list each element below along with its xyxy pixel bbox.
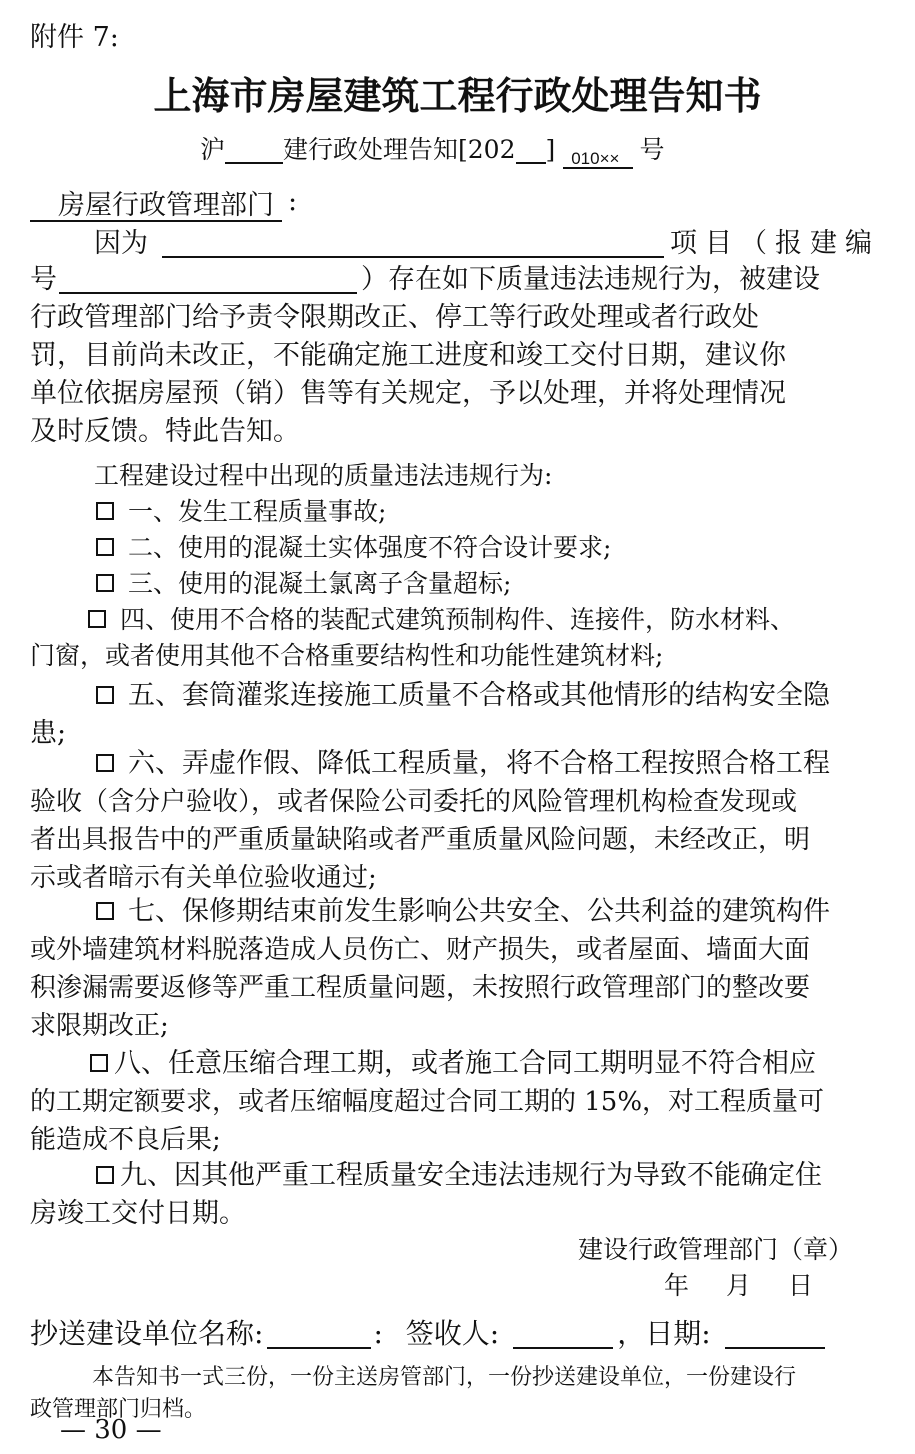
item-4-checkbox[interactable] — [88, 610, 106, 628]
doc-number-serial: 010×× — [563, 141, 633, 169]
violation-item-3 — [96, 566, 511, 602]
body-line-5: 单位依据房屋预（销）售等有关规定，予以处理，并将处理情况 — [30, 378, 786, 409]
addressee-name: 房屋行政管理部门 — [30, 188, 282, 222]
item-6-line-3: 者出具报告中的严重质量缺陷或者严重质量风险问题，未经改正，明 — [30, 825, 811, 855]
item-4-text: 四、使用不合格的装配式建筑预制构件、连接件，防水材料、 — [120, 605, 796, 634]
violation-item-4 — [88, 602, 795, 638]
item-1-checkbox[interactable] — [96, 502, 114, 520]
item-2-text: 二、使用的混凝土实体强度不符合设计要求; — [128, 533, 612, 562]
body-line-2 — [30, 262, 820, 298]
addressee-colon: : — [288, 186, 298, 217]
item-9-checkbox[interactable] — [96, 1166, 114, 1184]
body-line-2-text: ）存在如下质量违法违规行为，被建设 — [361, 264, 820, 295]
attachment-label: 附件 7: — [30, 22, 119, 53]
item-8-line-2: 的工期定额要求，或者压缩幅度超过合同工期的 15%，对工程质量可 — [30, 1087, 825, 1117]
cc-colon: : — [373, 1317, 383, 1350]
item-6-line-4: 示或者暗示有关单位验收通过; — [30, 863, 377, 893]
violation-item-7 — [96, 894, 830, 930]
doc-number-prefix: 沪 — [200, 135, 226, 164]
item-7-checkbox[interactable] — [96, 902, 114, 920]
item-2-checkbox[interactable] — [96, 538, 114, 556]
project-number-blank[interactable] — [59, 264, 357, 294]
violation-item-9 — [96, 1158, 822, 1194]
doc-number-middle: 建行政处理告知[202 — [283, 135, 516, 164]
violation-item-8 — [90, 1046, 816, 1082]
item-6-line-2: 验收（含分户验收），或者保险公司委托的风险管理机构检查发现或 — [30, 787, 798, 817]
body-line-3: 行政管理部门给予责令限期改正、停工等行政处理或者行政处 — [30, 302, 759, 333]
project-name-blank[interactable] — [162, 228, 664, 258]
item-9-text: 九、因其他严重工程质量安全违法违规行为导致不能确定住 — [120, 1160, 822, 1191]
item-5-text: 五、套筒灌浆连接施工质量不合格或其他情形的结构安全隐 — [128, 680, 830, 711]
cc-signer-blank[interactable] — [513, 1319, 613, 1349]
cc-label: 抄送建设单位名称: — [30, 1317, 264, 1350]
item-6-checkbox[interactable] — [96, 754, 114, 772]
item-1-text: 一、发生工程质量事故; — [128, 497, 387, 526]
item-6-text: 六、弄虚作假、降低工程质量，将不合格工程按照合格工程 — [128, 748, 830, 779]
body-line-1 — [94, 226, 880, 262]
note-line-2: 政管理部门归档。 — [30, 1397, 207, 1422]
item-9-line-2: 房竣工交付日期。 — [30, 1198, 246, 1229]
item-4-line-2: 门窗，或者使用其他不合格重要结构性和功能性建筑材料; — [30, 641, 664, 670]
item-8-text: 八、任意压缩合理工期，或者施工合同工期明显不符合相应 — [114, 1048, 816, 1079]
doc-number-blank-1[interactable] — [225, 134, 283, 164]
item-8-line-3: 能造成不良后果; — [30, 1125, 221, 1155]
doc-number-year-blank[interactable] — [516, 134, 546, 164]
body-number-label: 号 — [30, 264, 57, 295]
note-line-1: 本告知书一式三份，一份主送房管部门，一份抄送建设单位，一份建设行 — [92, 1365, 797, 1390]
page-number: — 30 — — [60, 1415, 162, 1445]
violations-heading: 工程建设过程中出现的质量违法违规行为: — [94, 461, 553, 490]
item-7-text: 七、保修期结束前发生影响公共安全、公共利益的建筑构件 — [128, 896, 830, 927]
signature-date: 年 月 日 — [664, 1271, 820, 1300]
document-number — [200, 132, 664, 169]
cc-date-label: 日期: — [645, 1317, 711, 1350]
document-title: 上海市房屋建筑工程行政处理告知书 — [153, 74, 762, 118]
doc-number-bracket: ] — [545, 135, 556, 164]
cc-comma: ， — [617, 1317, 646, 1350]
doc-number-suffix: 号 — [639, 135, 665, 164]
item-7-line-3: 积渗漏需要返修等严重工程质量问题，未按照行政管理部门的整改要 — [30, 973, 811, 1003]
item-7-line-2: 或外墙建筑材料脱落造成人员伤亡、财产损失，或者屋面、墙面大面 — [30, 935, 811, 965]
item-5-checkbox[interactable] — [96, 686, 114, 704]
item-3-text: 三、使用的混凝土氯离子含量超标; — [128, 569, 512, 598]
item-7-line-4: 求限期改正; — [30, 1011, 169, 1041]
body-project-label: 项目（报建编 — [670, 228, 880, 259]
violation-item-5 — [96, 678, 830, 714]
violation-item-2 — [96, 530, 611, 566]
cc-line — [30, 1316, 825, 1352]
cc-signer-label: 签收人: — [405, 1317, 500, 1350]
item-5-line-2: 患; — [30, 718, 67, 749]
body-line-4: 罚，目前尚未改正，不能确定施工进度和竣工交付日期，建议你 — [30, 340, 786, 371]
cc-date-blank[interactable] — [725, 1319, 825, 1349]
body-because: 因为 — [94, 228, 148, 259]
violation-item-6 — [96, 746, 830, 782]
body-line-6: 及时反馈。特此告知。 — [30, 416, 300, 447]
addressee — [30, 184, 297, 222]
signature-dept: 建设行政管理部门（章） — [578, 1235, 854, 1264]
cc-company-blank[interactable] — [267, 1319, 371, 1349]
item-3-checkbox[interactable] — [96, 574, 114, 592]
violation-item-1 — [96, 494, 386, 530]
item-8-checkbox[interactable] — [90, 1054, 108, 1072]
